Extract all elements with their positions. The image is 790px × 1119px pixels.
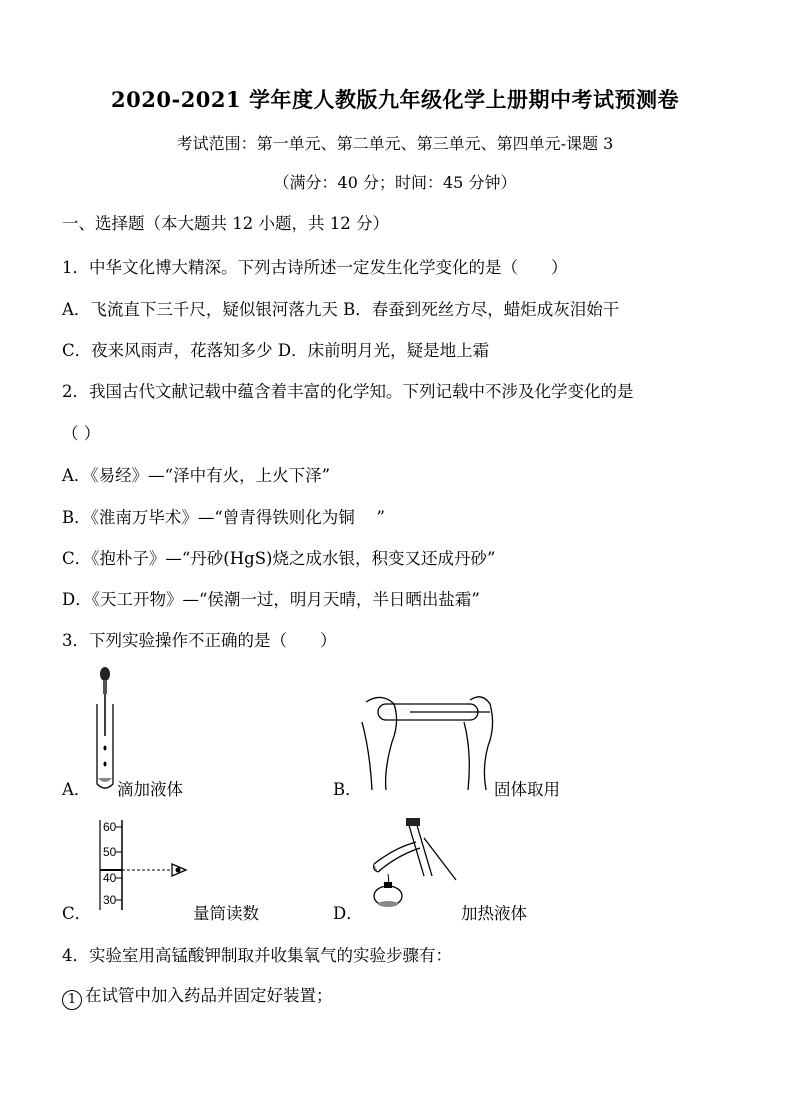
q2-stem: 2．我国古代文献记载中蕴含着丰富的化学知。下列记载中不涉及化学变化的是 <box>62 382 634 401</box>
q2-answer-paren: （ ） <box>62 424 101 443</box>
cylinder-tick-60: 60 <box>103 820 117 834</box>
solid-taking-illustration <box>360 682 500 794</box>
q3-option-c-label: 量筒读数 <box>193 904 259 923</box>
step-number-circle: 1 <box>62 990 82 1010</box>
q3-option-b-label: 固体取用 <box>494 780 560 799</box>
section-heading: 一、选择题（本大题共 12 小题，共 12 分） <box>62 214 389 233</box>
q3-option-b-letter: B． <box>333 780 362 799</box>
cylinder-tick-50: 50 <box>103 845 117 859</box>
q3-option-c-letter: C． <box>62 904 92 923</box>
q2-option-b: B．《淮南万毕术》—“曾青得铁则化为铜 ” <box>62 508 385 527</box>
q1-options-cd: C．夜来风雨声，花落知多少 D．床前明月光，疑是地上霜 <box>62 341 490 360</box>
q2-option-d: D．《天工开物》—“侯潮一过，明月天晴，半日晒出盐霜” <box>62 590 480 609</box>
q3-option-a-label: 滴加液体 <box>117 780 183 799</box>
cylinder-tick-40: 40 <box>103 871 117 885</box>
q3-option-d-letter: D． <box>333 904 363 923</box>
q1-stem: 1．中华文化博大精深。下列古诗所述一定发生化学变化的是（ ） <box>62 258 568 277</box>
q1-options-ab: A．飞流直下三千尺，疑似银河落九天 B．春蚕到死丝方尽，蜡炬成灰泪始干 <box>62 300 620 319</box>
q4-stem: 4．实验室用高锰酸钾制取并收集氧气的实验步骤有： <box>62 946 452 965</box>
cylinder-tick-30: 30 <box>103 893 117 907</box>
graduated-cylinder-illustration <box>96 818 196 914</box>
q2-option-c: C．《抱朴子》—“丹砂(HgS)烧之成水银，积变又还成丹砂” <box>62 549 496 568</box>
q3-stem: 3．下列实验操作不正确的是（ ） <box>62 631 337 650</box>
dropper-illustration <box>90 666 120 796</box>
q3-option-a-letter: A． <box>62 780 91 799</box>
heating-liquid-illustration <box>364 818 460 916</box>
q3-option-d-label: 加热液体 <box>461 904 527 923</box>
q4-step-1-text: 在试管中加入药品并固定好装置； <box>85 986 333 1005</box>
q4-step-1 <box>62 982 333 1010</box>
exam-meta: （满分：40 分；时间：45 分钟） <box>273 173 517 192</box>
exam-scope: 考试范围：第一单元、第二单元、第三单元、第四单元-课题 3 <box>176 134 614 153</box>
q2-option-a: A．《易经》—“泽中有火，上火下泽” <box>62 466 331 485</box>
page-title: 2020-2021 学年度人教版九年级化学上册期中考试预测卷 <box>111 87 679 112</box>
